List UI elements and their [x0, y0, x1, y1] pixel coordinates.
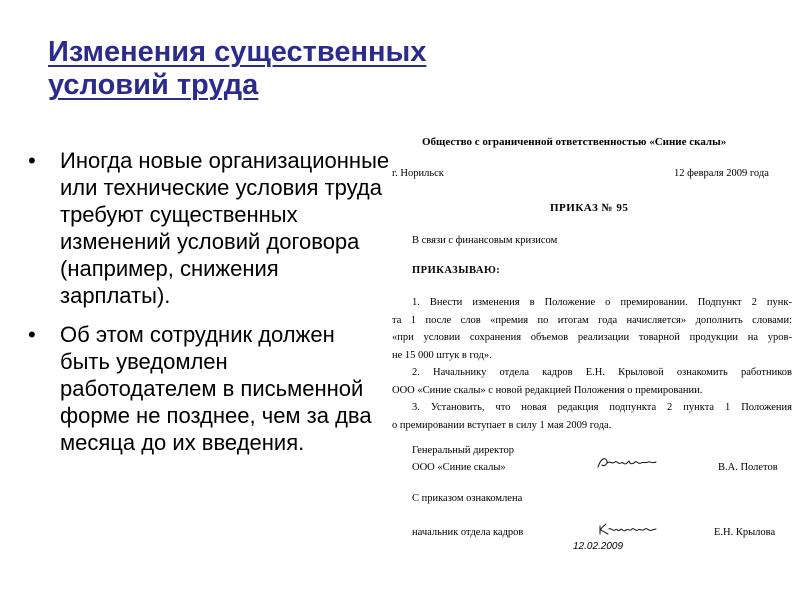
- slide-title-line-2: условий труда: [48, 69, 259, 101]
- bullet-item: [0, 321, 390, 456]
- order-body-line: «при условии сохранения объемов реализации товарной продукции на уров-: [392, 332, 792, 343]
- order-body: [392, 294, 792, 434]
- hr-position: начальник отдела кадров: [412, 527, 524, 538]
- director-position: Генеральный директор: [412, 445, 514, 456]
- order-body-line: та 1 после слов «премия по итогам года начисляется» дополнить словами:: [392, 314, 792, 326]
- bullet-item: [0, 147, 390, 309]
- order-command: ПРИКАЗЫВАЮ:: [412, 265, 501, 276]
- order-body-line: 1. Внести изменения в Положение о премировании. Подпункт 2 пунк-: [412, 297, 792, 308]
- document-date: 12 февраля 2009 года: [674, 168, 769, 179]
- bullet-list: [0, 147, 390, 468]
- order-body-line: 2. Начальнику отдела кадров Е.Н. Крыловой ознакомить работников: [412, 367, 792, 378]
- bullet-text: Иногда новые организационные или технические условия труда требуют существенных изменений условий договора (например, снижения зарплаты).: [60, 148, 390, 308]
- hr-acknowledgement-date: 12.02.2009: [573, 541, 624, 552]
- slide-title-line-1: Изменения существенных: [48, 36, 427, 68]
- order-document: [392, 132, 792, 562]
- order-title: ПРИКАЗ № 95: [550, 202, 629, 214]
- order-body-line: ООО «Синие скалы» с новой редакцией Положения о премировании.: [392, 384, 703, 396]
- order-body-line: о премировании вступает в силу 1 мая 2009 года.: [392, 419, 612, 431]
- acknowledgement-note: С приказом ознакомлена: [412, 493, 523, 504]
- bullet-marker: •: [28, 322, 36, 347]
- director-signature: [596, 455, 660, 471]
- director-name: В.А. Полетов: [718, 462, 778, 473]
- document-city: г. Норильск: [392, 168, 444, 179]
- order-intro: В связи с финансовым кризисом: [412, 235, 558, 246]
- hr-name: Е.Н. Крылова: [714, 527, 776, 538]
- hr-signature: [596, 520, 660, 538]
- bullet-text: Об этом сотрудник должен быть уведомлен работодателем в письменной форме не позднее, чем за два месяца до их введения.: [60, 322, 372, 455]
- order-body-line: 3. Установить, что новая редакция подпункта 2 пункта 1 Положения: [412, 402, 792, 413]
- document-organization: Общество с ограниченной ответственностью «Синие скалы»: [422, 136, 727, 148]
- director-organization: ООО «Синие скалы»: [412, 462, 506, 473]
- bullet-marker: •: [28, 148, 36, 173]
- order-body-line: не 15 000 штук в год».: [392, 349, 492, 361]
- slide-title: [48, 36, 608, 102]
